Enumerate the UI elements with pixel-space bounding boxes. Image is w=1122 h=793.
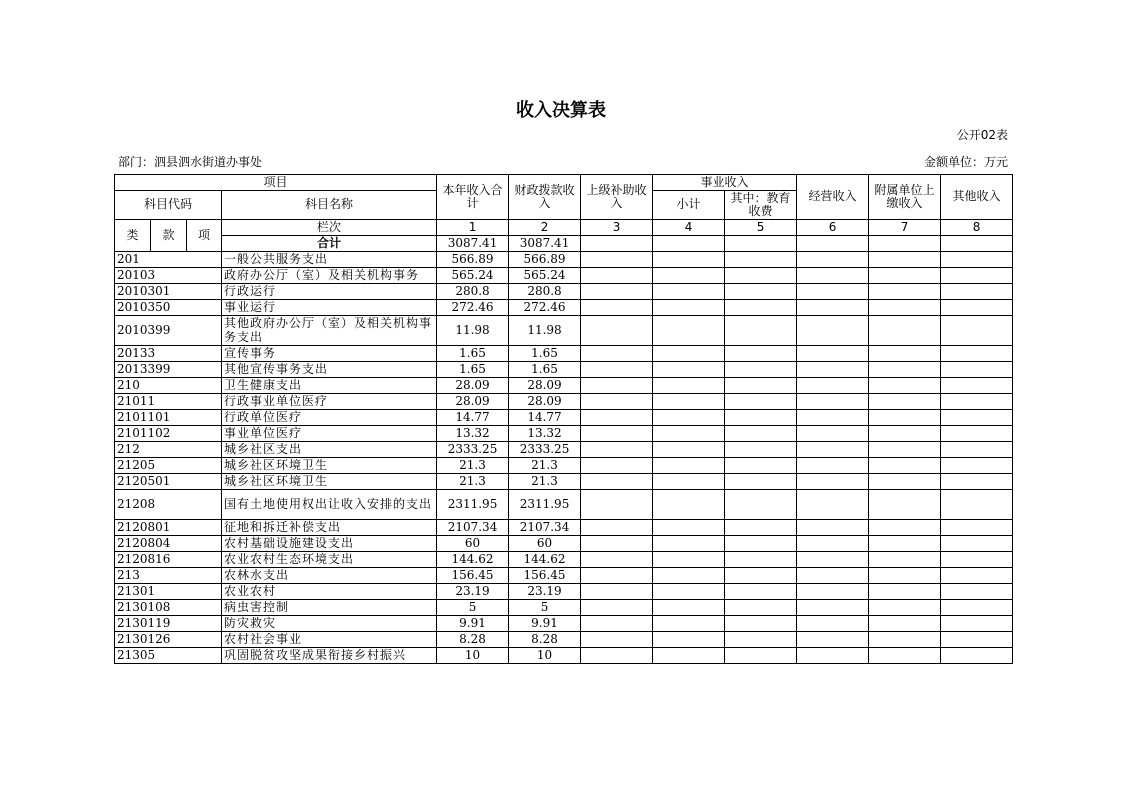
column-number: 5 — [725, 220, 797, 236]
total-row-label: 合计 — [222, 236, 437, 252]
empty-cell — [941, 600, 1013, 616]
table-row — [115, 600, 1013, 616]
empty-cell — [653, 442, 725, 458]
empty-cell — [725, 252, 797, 268]
empty-cell — [725, 410, 797, 426]
empty-cell — [581, 648, 653, 664]
empty-cell — [581, 552, 653, 568]
empty-cell — [653, 378, 725, 394]
subject-code: 2101102 — [115, 426, 222, 442]
fiscal-appropriation-value: 21.3 — [509, 458, 581, 474]
column-number: 3 — [581, 220, 653, 236]
table-row — [115, 648, 1013, 664]
table-row — [115, 474, 1013, 490]
empty-cell — [869, 410, 941, 426]
empty-cell — [653, 252, 725, 268]
fiscal-appropriation-value: 28.09 — [509, 394, 581, 410]
empty-cell — [725, 648, 797, 664]
subject-code: 212 — [115, 442, 222, 458]
table-row — [115, 362, 1013, 378]
fiscal-appropriation-value: 1.65 — [509, 346, 581, 362]
empty-cell — [653, 490, 725, 520]
table-row — [115, 490, 1013, 520]
empty-cell — [725, 458, 797, 474]
empty-cell — [653, 568, 725, 584]
total-income-value: 21.3 — [437, 474, 509, 490]
table-row — [115, 394, 1013, 410]
empty-cell — [581, 316, 653, 346]
empty-cell — [581, 536, 653, 552]
empty-cell — [869, 394, 941, 410]
subject-code: 21305 — [115, 648, 222, 664]
empty-cell — [941, 616, 1013, 632]
table-row — [115, 378, 1013, 394]
empty-cell — [725, 490, 797, 520]
header-affiliated-income: 附属单位上缴收入 — [869, 175, 941, 220]
empty-cell — [869, 520, 941, 536]
subject-code: 21205 — [115, 458, 222, 474]
table-row — [115, 584, 1013, 600]
empty-cell — [941, 520, 1013, 536]
header-column-number-label: 栏次 — [222, 220, 437, 236]
empty-cell — [653, 346, 725, 362]
empty-cell — [797, 616, 869, 632]
header-fiscal-appropriation: 财政拨款收入 — [509, 175, 581, 220]
empty-cell — [725, 568, 797, 584]
table-row — [115, 426, 1013, 442]
table-row — [115, 410, 1013, 426]
empty-cell — [797, 536, 869, 552]
total-income-value: 272.46 — [437, 300, 509, 316]
total-row-fiscal: 3087.41 — [509, 236, 581, 252]
empty-cell — [797, 426, 869, 442]
fiscal-appropriation-value: 5 — [509, 600, 581, 616]
subject-code: 2130119 — [115, 616, 222, 632]
empty-cell — [869, 442, 941, 458]
empty-cell — [581, 474, 653, 490]
subject-name: 农村基础设施建设支出 — [222, 536, 437, 552]
empty-cell — [797, 394, 869, 410]
table-row — [115, 252, 1013, 268]
fiscal-appropriation-value: 11.98 — [509, 316, 581, 346]
empty-cell — [653, 474, 725, 490]
empty-cell — [653, 426, 725, 442]
fiscal-appropriation-value: 13.32 — [509, 426, 581, 442]
fiscal-appropriation-value: 156.45 — [509, 568, 581, 584]
subject-code: 21208 — [115, 490, 222, 520]
column-number: 8 — [941, 220, 1013, 236]
subject-code: 2010399 — [115, 316, 222, 346]
subject-name: 防灾救灾 — [222, 616, 437, 632]
empty-cell — [797, 648, 869, 664]
empty-cell — [725, 616, 797, 632]
header-category: 类 — [115, 220, 151, 252]
empty-cell — [941, 632, 1013, 648]
empty-cell — [797, 346, 869, 362]
empty-cell — [725, 284, 797, 300]
empty-cell — [941, 458, 1013, 474]
empty-cell — [581, 284, 653, 300]
header-item: 项目 — [115, 175, 437, 191]
total-income-value: 565.24 — [437, 268, 509, 284]
subject-code: 2120501 — [115, 474, 222, 490]
empty-cell — [653, 284, 725, 300]
subject-name: 宣传事务 — [222, 346, 437, 362]
header-education-fee: 其中：教育收费 — [725, 191, 797, 220]
subject-name: 行政事业单位医疗 — [222, 394, 437, 410]
total-income-value: 8.28 — [437, 632, 509, 648]
empty-cell — [941, 490, 1013, 520]
table-row — [115, 346, 1013, 362]
fiscal-appropriation-value: 2333.25 — [509, 442, 581, 458]
table-row — [115, 284, 1013, 300]
empty-cell — [941, 378, 1013, 394]
empty-cell — [725, 268, 797, 284]
empty-cell — [725, 520, 797, 536]
empty-cell — [797, 490, 869, 520]
subject-code: 2130126 — [115, 632, 222, 648]
fiscal-appropriation-value: 9.91 — [509, 616, 581, 632]
empty-cell — [797, 568, 869, 584]
subject-code: 2120804 — [115, 536, 222, 552]
column-number: 1 — [437, 220, 509, 236]
empty-cell — [725, 536, 797, 552]
total-income-value: 2333.25 — [437, 442, 509, 458]
empty-cell — [869, 252, 941, 268]
empty-cell — [797, 362, 869, 378]
column-number: 2 — [509, 220, 581, 236]
empty-cell — [941, 474, 1013, 490]
empty-cell — [581, 426, 653, 442]
total-income-value: 156.45 — [437, 568, 509, 584]
fiscal-appropriation-value: 23.19 — [509, 584, 581, 600]
empty-cell — [653, 268, 725, 284]
table-row — [115, 568, 1013, 584]
empty-cell — [941, 300, 1013, 316]
empty-cell — [869, 300, 941, 316]
table-row — [115, 458, 1013, 474]
subject-code: 2101101 — [115, 410, 222, 426]
subject-name: 行政运行 — [222, 284, 437, 300]
subject-name: 城乡社区支出 — [222, 442, 437, 458]
empty-cell — [581, 252, 653, 268]
empty-cell — [653, 600, 725, 616]
subject-code: 201 — [115, 252, 222, 268]
empty-cell — [869, 268, 941, 284]
empty-cell — [653, 394, 725, 410]
empty-cell — [725, 474, 797, 490]
empty-cell — [653, 616, 725, 632]
total-income-value: 1.65 — [437, 362, 509, 378]
empty-cell — [581, 268, 653, 284]
subject-code: 20133 — [115, 346, 222, 362]
empty-cell — [653, 316, 725, 346]
header-subject-code: 科目代码 — [115, 191, 222, 220]
empty-cell — [581, 442, 653, 458]
empty-cell — [581, 300, 653, 316]
header-other-income: 其他收入 — [941, 175, 1013, 220]
empty-cell — [797, 442, 869, 458]
fiscal-appropriation-value: 10 — [509, 648, 581, 664]
fiscal-appropriation-value: 2311.95 — [509, 490, 581, 520]
subject-name: 征地和拆迁补偿支出 — [222, 520, 437, 536]
header-section: 款 — [151, 220, 187, 252]
empty-cell — [869, 648, 941, 664]
empty-cell — [941, 394, 1013, 410]
empty-cell — [941, 584, 1013, 600]
empty-cell — [725, 316, 797, 346]
subject-code: 21011 — [115, 394, 222, 410]
empty-cell — [941, 252, 1013, 268]
empty-cell — [581, 378, 653, 394]
empty-cell — [869, 490, 941, 520]
subject-code: 21301 — [115, 584, 222, 600]
subject-name: 农林水支出 — [222, 568, 437, 584]
total-income-value: 11.98 — [437, 316, 509, 346]
empty-cell — [869, 632, 941, 648]
subject-name: 其他宣传事务支出 — [222, 362, 437, 378]
fiscal-appropriation-value: 28.09 — [509, 378, 581, 394]
form-number: 公开02表 — [956, 128, 1008, 142]
empty-cell — [653, 584, 725, 600]
total-row-income: 3087.41 — [437, 236, 509, 252]
subject-code: 2120816 — [115, 552, 222, 568]
header-superior-subsidy: 上级补助收入 — [581, 175, 653, 220]
empty-cell — [653, 362, 725, 378]
empty-cell — [797, 552, 869, 568]
subject-code: 2130108 — [115, 600, 222, 616]
total-income-value: 23.19 — [437, 584, 509, 600]
subject-name: 农村社会事业 — [222, 632, 437, 648]
subject-code: 2120801 — [115, 520, 222, 536]
total-income-value: 5 — [437, 600, 509, 616]
fiscal-appropriation-value: 1.65 — [509, 362, 581, 378]
empty-cell — [941, 410, 1013, 426]
subject-name: 卫生健康支出 — [222, 378, 437, 394]
empty-cell — [725, 378, 797, 394]
empty-cell — [797, 600, 869, 616]
empty-cell — [941, 552, 1013, 568]
subject-name: 城乡社区环境卫生 — [222, 458, 437, 474]
subject-code: 2010301 — [115, 284, 222, 300]
table-row — [115, 520, 1013, 536]
empty-cell — [869, 616, 941, 632]
empty-cell — [941, 362, 1013, 378]
empty-cell — [941, 316, 1013, 346]
table-row — [115, 552, 1013, 568]
total-income-value: 9.91 — [437, 616, 509, 632]
fiscal-appropriation-value: 144.62 — [509, 552, 581, 568]
subject-name: 农业农村 — [222, 584, 437, 600]
subject-name: 事业单位医疗 — [222, 426, 437, 442]
empty-cell — [797, 316, 869, 346]
subject-code: 2013399 — [115, 362, 222, 378]
header-operating-income: 经营收入 — [797, 175, 869, 220]
subject-name: 其他政府办公厅（室）及相关机构事务支出 — [222, 316, 437, 346]
empty-cell — [581, 600, 653, 616]
empty-cell — [869, 426, 941, 442]
empty-cell — [869, 378, 941, 394]
empty-cell — [581, 346, 653, 362]
empty-cell — [725, 394, 797, 410]
empty-cell — [941, 442, 1013, 458]
table-row — [115, 632, 1013, 648]
empty-cell — [653, 458, 725, 474]
empty-cell — [725, 632, 797, 648]
empty-cell — [725, 600, 797, 616]
empty-cell — [869, 346, 941, 362]
empty-cell — [725, 362, 797, 378]
empty-cell — [581, 584, 653, 600]
empty-cell — [797, 584, 869, 600]
subject-name: 巩固脱贫攻坚成果衔接乡村振兴 — [222, 648, 437, 664]
empty-cell — [653, 632, 725, 648]
empty-cell — [797, 268, 869, 284]
subject-name: 政府办公厅（室）及相关机构事务 — [222, 268, 437, 284]
empty-cell — [869, 552, 941, 568]
empty-cell — [869, 362, 941, 378]
subject-name: 行政单位医疗 — [222, 410, 437, 426]
empty-cell — [869, 474, 941, 490]
empty-cell — [797, 300, 869, 316]
total-income-value: 13.32 — [437, 426, 509, 442]
subject-code: 213 — [115, 568, 222, 584]
empty-cell — [725, 300, 797, 316]
fiscal-appropriation-value: 2107.34 — [509, 520, 581, 536]
amount-unit-label: 金额单位：万元 — [923, 155, 1008, 169]
empty-cell — [653, 520, 725, 536]
fiscal-appropriation-value: 8.28 — [509, 632, 581, 648]
subject-name: 事业运行 — [222, 300, 437, 316]
department-label: 部门：泗县泗水街道办事处 — [118, 155, 263, 169]
fiscal-appropriation-value: 60 — [509, 536, 581, 552]
empty-cell — [941, 346, 1013, 362]
header-subject-name: 科目名称 — [222, 191, 437, 220]
column-number: 4 — [653, 220, 725, 236]
subject-code: 2010350 — [115, 300, 222, 316]
column-number: 6 — [797, 220, 869, 236]
fiscal-appropriation-value: 14.77 — [509, 410, 581, 426]
empty-cell — [869, 600, 941, 616]
subject-name: 一般公共服务支出 — [222, 252, 437, 268]
subject-code: 210 — [115, 378, 222, 394]
empty-cell — [725, 552, 797, 568]
table-row — [115, 268, 1013, 284]
column-number: 7 — [869, 220, 941, 236]
total-income-value: 10 — [437, 648, 509, 664]
empty-cell — [941, 426, 1013, 442]
empty-cell — [941, 568, 1013, 584]
empty-cell — [581, 490, 653, 520]
total-income-value: 280.8 — [437, 284, 509, 300]
page-title: 收入决算表 — [516, 100, 606, 121]
total-income-value: 566.89 — [437, 252, 509, 268]
empty-cell — [869, 284, 941, 300]
total-income-value: 28.09 — [437, 378, 509, 394]
empty-cell — [581, 410, 653, 426]
empty-cell — [653, 552, 725, 568]
total-income-value: 28.09 — [437, 394, 509, 410]
empty-cell — [797, 252, 869, 268]
empty-cell — [653, 300, 725, 316]
empty-cell — [869, 316, 941, 346]
fiscal-appropriation-value: 272.46 — [509, 300, 581, 316]
table-row — [115, 442, 1013, 458]
empty-cell — [869, 458, 941, 474]
table-row — [115, 616, 1013, 632]
empty-cell — [581, 394, 653, 410]
empty-cell — [725, 426, 797, 442]
total-income-value: 21.3 — [437, 458, 509, 474]
header-business-subtotal: 小计 — [653, 191, 725, 220]
empty-cell — [941, 648, 1013, 664]
total-income-value: 2107.34 — [437, 520, 509, 536]
total-income-value: 144.62 — [437, 552, 509, 568]
empty-cell — [941, 536, 1013, 552]
subject-name: 城乡社区环境卫生 — [222, 474, 437, 490]
total-income-value: 1.65 — [437, 346, 509, 362]
table-row — [115, 536, 1013, 552]
empty-cell — [797, 632, 869, 648]
empty-cell — [653, 536, 725, 552]
header-business-income: 事业收入 — [653, 175, 797, 191]
empty-cell — [581, 632, 653, 648]
empty-cell — [797, 520, 869, 536]
table-row — [115, 316, 1013, 346]
fiscal-appropriation-value: 21.3 — [509, 474, 581, 490]
total-income-value: 2311.95 — [437, 490, 509, 520]
empty-cell — [797, 410, 869, 426]
empty-cell — [797, 284, 869, 300]
empty-cell — [653, 410, 725, 426]
empty-cell — [869, 568, 941, 584]
empty-cell — [725, 346, 797, 362]
fiscal-appropriation-value: 566.89 — [509, 252, 581, 268]
subject-code: 20103 — [115, 268, 222, 284]
empty-cell — [581, 568, 653, 584]
subject-name: 农业农村生态环境支出 — [222, 552, 437, 568]
empty-cell — [797, 458, 869, 474]
subject-name: 病虫害控制 — [222, 600, 437, 616]
total-income-value: 60 — [437, 536, 509, 552]
empty-cell — [725, 442, 797, 458]
subject-name: 国有土地使用权出让收入安排的支出 — [222, 490, 437, 520]
empty-cell — [797, 378, 869, 394]
header-total-income: 本年收入合计 — [437, 175, 509, 220]
empty-cell — [725, 584, 797, 600]
fiscal-appropriation-value: 565.24 — [509, 268, 581, 284]
empty-cell — [581, 616, 653, 632]
table-row — [115, 300, 1013, 316]
empty-cell — [581, 362, 653, 378]
header-item-level: 项 — [187, 220, 222, 252]
empty-cell — [869, 584, 941, 600]
empty-cell — [581, 520, 653, 536]
revenue-table — [114, 174, 1013, 664]
fiscal-appropriation-value: 280.8 — [509, 284, 581, 300]
empty-cell — [869, 536, 941, 552]
empty-cell — [581, 458, 653, 474]
total-income-value: 14.77 — [437, 410, 509, 426]
empty-cell — [797, 474, 869, 490]
empty-cell — [653, 648, 725, 664]
empty-cell — [941, 284, 1013, 300]
empty-cell — [941, 268, 1013, 284]
